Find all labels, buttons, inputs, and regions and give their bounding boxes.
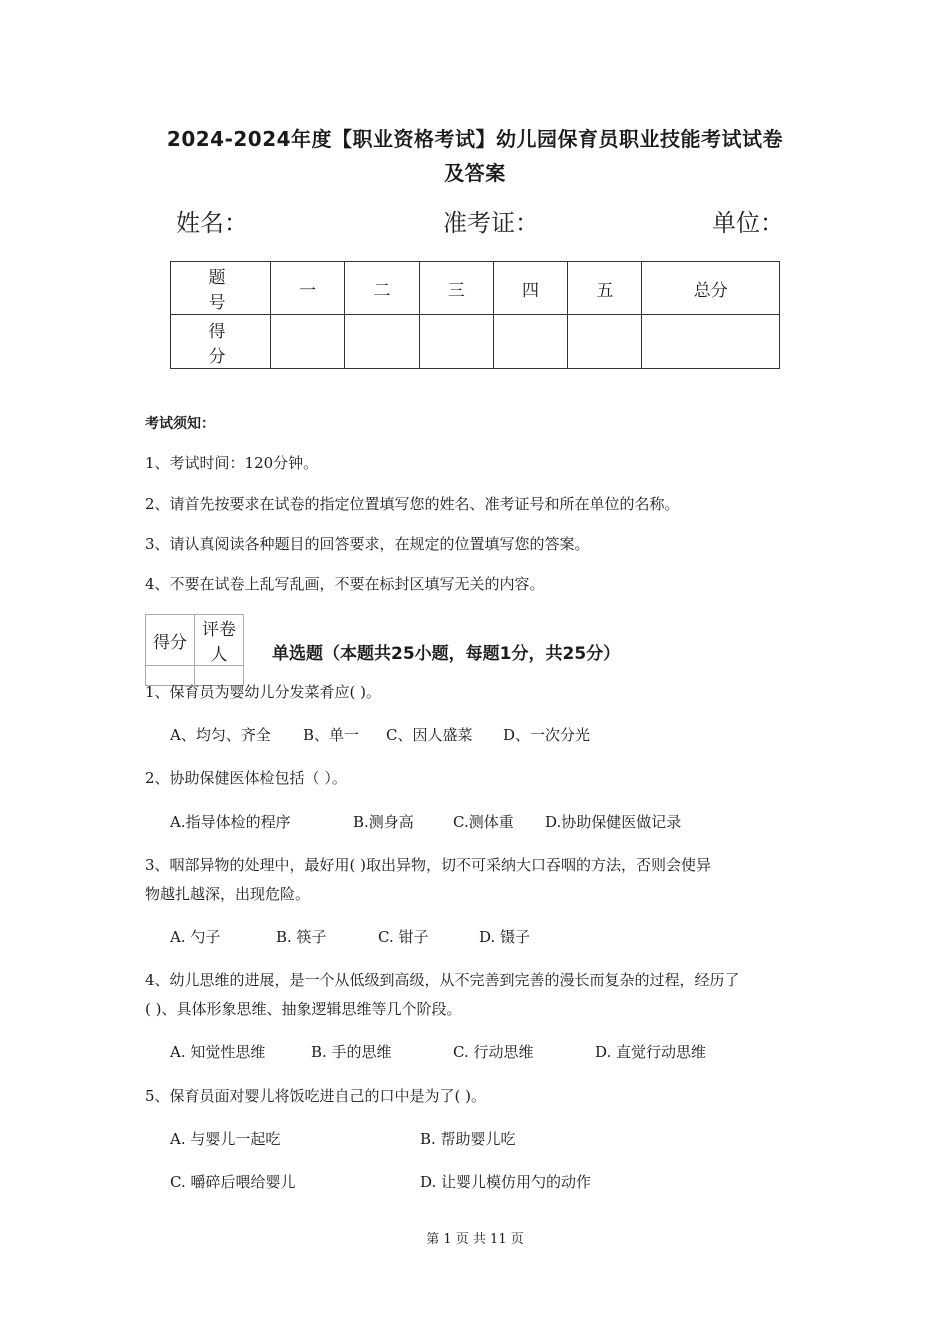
option: C. 嚼碎后喂给婴儿: [170, 1173, 296, 1191]
option: B. 手的思维: [311, 1043, 392, 1061]
option: D. 让婴儿模仿用勺的动作: [420, 1173, 592, 1191]
header-cell: 总分: [642, 262, 780, 315]
option: D、一次分光: [503, 726, 591, 744]
section-title: 单选题（本题共25小题，每题1分，共25分）: [272, 644, 621, 664]
notice-item: 1、考试时间：120分钟。: [145, 454, 319, 472]
option: A. 知觉性思维: [170, 1043, 266, 1061]
header-cell: 题 号: [171, 262, 271, 315]
option: D. 镊子: [479, 928, 531, 946]
score-cell: [568, 315, 642, 369]
option: D.协助保健医做记录: [545, 813, 682, 831]
score-cell: [419, 315, 493, 369]
question-stem: 3、咽部异物的处理中，最好用( )取出异物，切不可采纳大口吞咽的方法，否则会使异: [145, 856, 712, 874]
option: A. 与婴儿一起吃: [170, 1130, 281, 1148]
score-cell: [493, 315, 567, 369]
notice-item: 4、不要在试卷上乱写乱画，不要在标封区填写无关的内容。: [145, 575, 545, 593]
question-stem-cont: ( )、具体形象思维、抽象逻辑思维等几个阶段。: [145, 1000, 462, 1018]
notice-item: 3、请认真阅读各种题目的回答要求，在规定的位置填写您的答案。: [145, 535, 590, 553]
header-cell: 一: [271, 262, 345, 315]
question-stem: 5、保育员面对婴儿将饭吃进自己的口中是为了( )。: [145, 1087, 487, 1105]
score-table-header-row: [171, 262, 780, 315]
grader-name-label: 评卷人: [195, 615, 244, 666]
notice-item: 2、请首先按要求在试卷的指定位置填写您的姓名、准考证号和所在单位的名称。: [145, 495, 680, 513]
option: A、均匀、齐全: [170, 726, 271, 744]
option: C. 钳子: [378, 928, 429, 946]
score-table: [170, 261, 780, 369]
option: C. 行动思维: [453, 1043, 534, 1061]
score-cell: [345, 315, 419, 369]
option: A.指导体检的程序: [170, 813, 291, 831]
option: C.测体重: [453, 813, 514, 831]
question-stem: 1、保育员为婴幼儿分发菜肴应( )。: [145, 683, 382, 701]
score-table-score-row: [171, 315, 780, 369]
score-row-label: 得 分: [171, 315, 271, 369]
option: B、单一: [303, 726, 360, 744]
name-label: 姓名：: [176, 209, 248, 237]
question-stem-cont: 物越扎越深，出现危险。: [145, 885, 311, 903]
question-stem: 2、协助保健医体检包括（ ）。: [145, 769, 347, 787]
grader-box: [145, 614, 244, 686]
document-title: 2024-2024年度【职业资格考试】幼儿园保育员职业技能考试试卷: [166, 127, 784, 151]
option: B.测身高: [353, 813, 414, 831]
option: D. 直觉行动思维: [595, 1043, 707, 1061]
score-cell: [642, 315, 780, 369]
exam-id-label: 准考证：: [443, 209, 539, 237]
notice-title: 考试须知：: [145, 416, 215, 432]
question-stem: 4、幼儿思维的进展，是一个从低级到高级，从不完善到完善的漫长而复杂的过程，经历了: [145, 971, 740, 989]
header-cell: 二: [345, 262, 419, 315]
page-footer: 第 1 页 共 11 页: [426, 1232, 524, 1247]
option: C、因人盛菜: [386, 726, 473, 744]
grader-score-label: 得分: [146, 615, 195, 666]
option: B. 帮助婴儿吃: [420, 1130, 516, 1148]
header-cell: 五: [568, 262, 642, 315]
header-cell: 三: [419, 262, 493, 315]
option: A. 勺子: [170, 928, 221, 946]
unit-label: 单位：: [712, 209, 784, 237]
option: B. 筷子: [276, 928, 327, 946]
score-cell: [271, 315, 345, 369]
document-title-cont: 及答案: [444, 161, 506, 185]
header-cell: 四: [493, 262, 567, 315]
